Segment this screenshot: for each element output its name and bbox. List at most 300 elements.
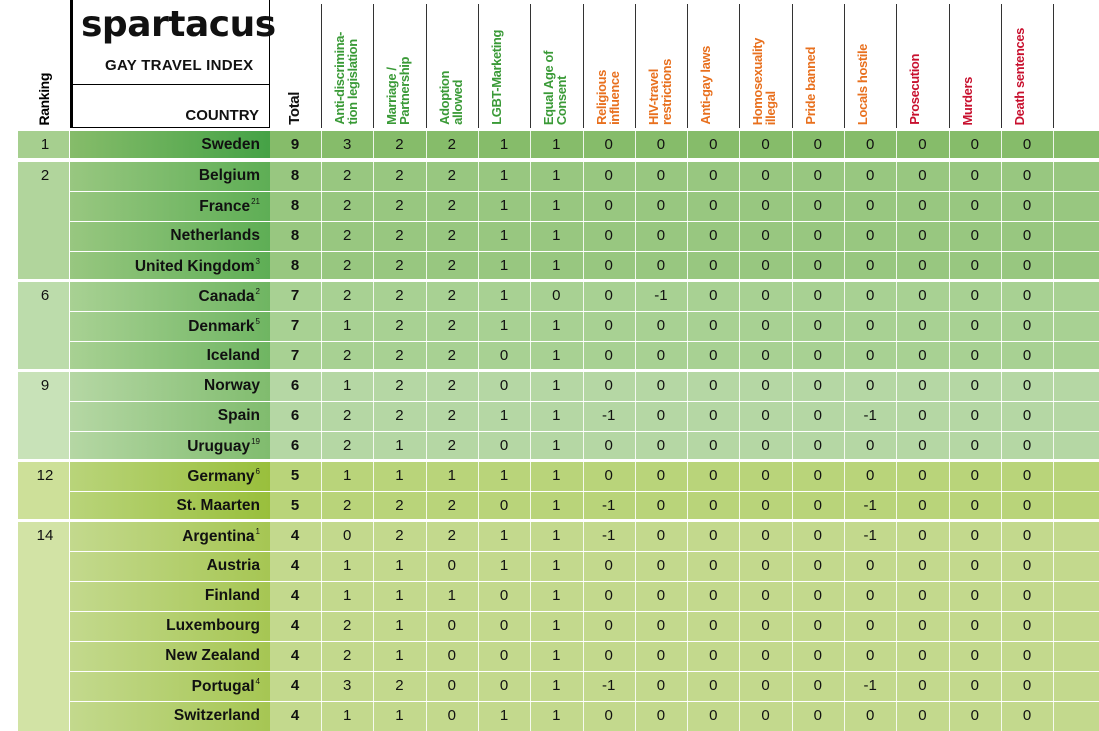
column-divider bbox=[792, 492, 793, 521]
score-value: 2 bbox=[447, 227, 456, 244]
column-divider bbox=[687, 342, 688, 371]
score-value: 0 bbox=[865, 197, 875, 214]
column-divider bbox=[739, 342, 740, 371]
group-separator bbox=[18, 369, 1099, 372]
column-divider bbox=[373, 342, 374, 371]
column-divider bbox=[321, 702, 322, 731]
column-divider bbox=[1001, 552, 1002, 581]
country-label: Norway bbox=[204, 377, 260, 394]
column-divider bbox=[583, 342, 584, 371]
score-value: 1 bbox=[342, 587, 352, 604]
footnote-marker: 5 bbox=[255, 317, 260, 326]
column-divider bbox=[321, 462, 322, 491]
column-divider bbox=[844, 702, 845, 731]
column-divider bbox=[478, 162, 479, 191]
score-value: 0 bbox=[865, 617, 875, 634]
score-value: 1 bbox=[552, 136, 561, 153]
column-divider bbox=[739, 402, 740, 431]
score-value: 0 bbox=[709, 677, 718, 694]
score-value: 0 bbox=[918, 467, 927, 484]
column-divider bbox=[373, 492, 374, 521]
score-value: 0 bbox=[1022, 707, 1032, 724]
score-value: 0 bbox=[604, 377, 613, 394]
column-divider bbox=[1001, 642, 1002, 671]
score-value: 0 bbox=[813, 527, 823, 544]
column-divider bbox=[949, 552, 950, 581]
column-divider bbox=[426, 642, 427, 671]
rank-number: 6 bbox=[40, 287, 50, 304]
score-value: 0 bbox=[918, 167, 927, 184]
column-divider bbox=[530, 162, 531, 191]
score-value: 1 bbox=[552, 317, 561, 334]
column-divider bbox=[478, 522, 479, 551]
column-divider bbox=[583, 312, 584, 341]
column-divider bbox=[1001, 312, 1002, 341]
footnote-marker: 4 bbox=[255, 677, 260, 686]
score-value: 0 bbox=[604, 437, 613, 454]
column-divider bbox=[792, 522, 793, 551]
total-score: 6 bbox=[290, 377, 300, 394]
score-value: 0 bbox=[865, 317, 875, 334]
score-value: 0 bbox=[709, 317, 718, 334]
score-value: 0 bbox=[761, 287, 770, 304]
score-value: 0 bbox=[970, 527, 979, 544]
total-score: 5 bbox=[290, 497, 300, 514]
score-value: 1 bbox=[395, 587, 404, 604]
score-value: -1 bbox=[863, 497, 877, 514]
total-score: 9 bbox=[290, 136, 300, 153]
table-row bbox=[0, 492, 1099, 521]
total-score: 4 bbox=[290, 647, 300, 664]
column-divider bbox=[373, 402, 374, 431]
column-divider bbox=[583, 372, 584, 401]
header-divider bbox=[687, 4, 688, 128]
column-divider bbox=[373, 131, 374, 158]
column-divider bbox=[792, 192, 793, 221]
score-value: 0 bbox=[918, 617, 927, 634]
score-value: 0 bbox=[865, 707, 875, 724]
table-row bbox=[0, 612, 1099, 641]
column-divider bbox=[1001, 492, 1002, 521]
score-value: 2 bbox=[447, 317, 456, 334]
score-value: 0 bbox=[761, 677, 770, 694]
score-value: 0 bbox=[918, 497, 927, 514]
table-row bbox=[0, 342, 1099, 371]
column-divider bbox=[739, 312, 740, 341]
score-value: -1 bbox=[601, 677, 616, 694]
column-divider bbox=[687, 222, 688, 251]
column-divider bbox=[739, 131, 740, 158]
column-divider bbox=[896, 402, 897, 431]
header-divider bbox=[478, 4, 479, 128]
column-divider bbox=[478, 402, 479, 431]
score-value: 0 bbox=[970, 647, 979, 664]
score-value: 0 bbox=[447, 557, 456, 574]
footnote-marker: 6 bbox=[255, 467, 260, 476]
score-value: 0 bbox=[604, 257, 613, 274]
column-divider bbox=[687, 612, 688, 641]
score-value: 0 bbox=[918, 557, 927, 574]
score-value: 2 bbox=[447, 527, 456, 544]
column-divider bbox=[844, 612, 845, 641]
column-divider bbox=[1001, 131, 1002, 158]
score-value: 0 bbox=[656, 707, 666, 724]
column-divider bbox=[321, 222, 322, 251]
score-value: 0 bbox=[813, 197, 823, 214]
score-value: 0 bbox=[970, 257, 979, 274]
column-divider bbox=[1001, 612, 1002, 641]
column-divider bbox=[739, 192, 740, 221]
column-divider bbox=[635, 552, 636, 581]
score-value: 2 bbox=[447, 197, 456, 214]
score-value: 0 bbox=[865, 257, 875, 274]
column-divider bbox=[530, 192, 531, 221]
score-value: 2 bbox=[447, 136, 456, 153]
criteria-header: Murders bbox=[959, 76, 975, 125]
column-divider bbox=[426, 432, 427, 461]
column-divider bbox=[949, 312, 950, 341]
score-value: 0 bbox=[1022, 347, 1032, 364]
score-value: 1 bbox=[447, 587, 456, 604]
score-value: 0 bbox=[1022, 587, 1032, 604]
score-value: 2 bbox=[395, 347, 404, 364]
total-score: 8 bbox=[290, 257, 300, 274]
score-value: 0 bbox=[918, 437, 927, 454]
column-divider bbox=[949, 492, 950, 521]
score-value: 0 bbox=[813, 167, 823, 184]
column-divider bbox=[583, 702, 584, 731]
country-name bbox=[199, 197, 260, 216]
score-value: 0 bbox=[447, 677, 456, 694]
column-divider bbox=[949, 252, 950, 281]
table-row bbox=[0, 642, 1099, 671]
score-value: 0 bbox=[918, 317, 927, 334]
score-value: 1 bbox=[552, 527, 561, 544]
score-value: 0 bbox=[709, 197, 718, 214]
column-divider bbox=[844, 252, 845, 281]
column-divider bbox=[426, 612, 427, 641]
score-value: 0 bbox=[970, 317, 979, 334]
column-divider bbox=[478, 372, 479, 401]
score-value: 0 bbox=[656, 347, 666, 364]
column-divider bbox=[844, 222, 845, 251]
column-divider bbox=[426, 462, 427, 491]
table-row bbox=[0, 162, 1099, 191]
logo-divider bbox=[73, 84, 269, 85]
score-value: 0 bbox=[709, 136, 718, 153]
score-value: -1 bbox=[863, 407, 877, 424]
score-value: 0 bbox=[709, 167, 718, 184]
column-divider bbox=[1001, 222, 1002, 251]
score-value: 0 bbox=[709, 467, 718, 484]
score-value: 0 bbox=[604, 467, 613, 484]
column-divider bbox=[844, 312, 845, 341]
column-divider bbox=[583, 162, 584, 191]
score-value: -1 bbox=[601, 497, 616, 514]
table-row bbox=[0, 372, 1099, 401]
score-value: 0 bbox=[604, 227, 613, 244]
total-score: 4 bbox=[290, 527, 300, 544]
score-value: 0 bbox=[499, 617, 509, 634]
column-divider bbox=[739, 522, 740, 551]
column-divider bbox=[583, 552, 584, 581]
column-divider bbox=[1001, 672, 1002, 701]
country-label: Uruguay bbox=[187, 438, 251, 455]
country-name bbox=[166, 617, 260, 635]
column-divider bbox=[478, 492, 479, 521]
column-divider bbox=[426, 312, 427, 341]
table-row bbox=[0, 462, 1099, 491]
table-row bbox=[0, 282, 1099, 311]
score-value: 0 bbox=[865, 167, 875, 184]
column-divider bbox=[635, 192, 636, 221]
column-divider bbox=[478, 282, 479, 311]
column-divider bbox=[896, 462, 897, 491]
country-label: Luxembourg bbox=[166, 617, 260, 634]
country-name bbox=[199, 167, 260, 185]
criteria-header: LGBT-Marketing bbox=[488, 30, 504, 125]
table-row bbox=[0, 552, 1099, 581]
column-divider bbox=[949, 162, 950, 191]
criteria-header: Homosexuality illegal bbox=[750, 37, 779, 125]
column-divider bbox=[687, 522, 688, 551]
score-value: 3 bbox=[342, 677, 352, 694]
column-divider bbox=[1053, 342, 1054, 371]
country-name bbox=[207, 557, 260, 575]
column-divider bbox=[321, 492, 322, 521]
score-value: 1 bbox=[499, 707, 509, 724]
column-divider bbox=[373, 672, 374, 701]
score-value: 2 bbox=[447, 377, 456, 394]
column-divider bbox=[321, 252, 322, 281]
column-divider bbox=[792, 432, 793, 461]
score-value: 0 bbox=[970, 407, 979, 424]
score-value: 0 bbox=[1022, 407, 1032, 424]
column-divider bbox=[844, 131, 845, 158]
score-value: 1 bbox=[552, 227, 561, 244]
column-divider bbox=[321, 612, 322, 641]
score-value: 0 bbox=[656, 527, 666, 544]
column-divider bbox=[739, 162, 740, 191]
score-value: 0 bbox=[1022, 527, 1032, 544]
column-divider bbox=[530, 552, 531, 581]
criteria-header: Adoption allowed bbox=[436, 71, 465, 125]
score-value: 0 bbox=[709, 497, 718, 514]
score-value: 0 bbox=[604, 136, 613, 153]
score-value: 0 bbox=[1022, 136, 1032, 153]
criteria-header: Religious influence bbox=[593, 70, 622, 125]
score-value: 0 bbox=[761, 617, 770, 634]
column-divider bbox=[792, 252, 793, 281]
score-value: 0 bbox=[761, 467, 770, 484]
country-label: Portugal bbox=[191, 678, 255, 695]
column-divider bbox=[1053, 582, 1054, 611]
score-value: 0 bbox=[656, 617, 666, 634]
column-divider bbox=[1053, 252, 1054, 281]
score-value: 0 bbox=[970, 617, 979, 634]
score-value: 0 bbox=[970, 677, 979, 694]
column-divider bbox=[373, 462, 374, 491]
column-divider bbox=[1001, 282, 1002, 311]
criteria-header: Pride banned bbox=[802, 47, 818, 125]
score-value: 0 bbox=[342, 527, 352, 544]
column-divider bbox=[530, 252, 531, 281]
column-divider bbox=[687, 131, 688, 158]
country-label: Sweden bbox=[201, 136, 260, 153]
column-divider bbox=[1001, 342, 1002, 371]
column-divider bbox=[792, 282, 793, 311]
score-value: 0 bbox=[604, 557, 613, 574]
score-value: 2 bbox=[342, 197, 352, 214]
column-divider bbox=[530, 372, 531, 401]
column-divider bbox=[321, 131, 322, 158]
column-divider bbox=[635, 402, 636, 431]
score-value: 0 bbox=[918, 407, 927, 424]
score-value: 1 bbox=[552, 197, 561, 214]
column-divider bbox=[635, 222, 636, 251]
column-divider bbox=[373, 582, 374, 611]
score-value: 0 bbox=[656, 317, 666, 334]
score-value: 0 bbox=[604, 167, 613, 184]
column-divider bbox=[583, 672, 584, 701]
score-value: 2 bbox=[342, 227, 352, 244]
total-score: 7 bbox=[290, 317, 300, 334]
column-divider bbox=[949, 282, 950, 311]
column-divider bbox=[1053, 642, 1054, 671]
score-value: 0 bbox=[970, 557, 979, 574]
column-divider bbox=[530, 131, 531, 158]
score-value: 0 bbox=[813, 407, 823, 424]
score-value: 0 bbox=[813, 617, 823, 634]
score-value: 2 bbox=[447, 257, 456, 274]
column-divider bbox=[583, 432, 584, 461]
score-value: 1 bbox=[499, 136, 509, 153]
score-value: 1 bbox=[395, 437, 404, 454]
table-row bbox=[0, 582, 1099, 611]
column-divider bbox=[949, 432, 950, 461]
footnote-marker: 2 bbox=[255, 287, 260, 296]
column-divider bbox=[635, 582, 636, 611]
score-value: 3 bbox=[342, 136, 352, 153]
country-label: Austria bbox=[206, 557, 260, 574]
score-value: 2 bbox=[395, 527, 404, 544]
header-divider bbox=[583, 4, 584, 128]
score-value: 1 bbox=[552, 497, 561, 514]
score-value: 0 bbox=[970, 497, 979, 514]
column-divider bbox=[844, 492, 845, 521]
country-label: Iceland bbox=[206, 347, 260, 364]
column-divider bbox=[687, 252, 688, 281]
column-divider bbox=[530, 402, 531, 431]
score-value: 2 bbox=[395, 257, 404, 274]
score-value: 1 bbox=[395, 707, 404, 724]
column-divider bbox=[635, 342, 636, 371]
score-value: 1 bbox=[499, 557, 509, 574]
column-divider bbox=[426, 372, 427, 401]
column-divider bbox=[792, 702, 793, 731]
column-divider bbox=[896, 642, 897, 671]
total-score: 7 bbox=[290, 347, 300, 364]
column-divider bbox=[635, 162, 636, 191]
column-divider bbox=[321, 342, 322, 371]
total-score: 4 bbox=[290, 617, 300, 634]
country-name bbox=[205, 587, 260, 605]
logo-subtitle: GAY TRAVEL INDEX bbox=[105, 57, 254, 74]
score-value: 2 bbox=[342, 407, 352, 424]
score-value: 0 bbox=[761, 497, 770, 514]
score-value: 0 bbox=[970, 437, 979, 454]
score-value: 1 bbox=[499, 467, 509, 484]
score-value: 0 bbox=[656, 257, 666, 274]
score-value: 0 bbox=[499, 677, 509, 694]
score-value: 0 bbox=[918, 197, 927, 214]
score-value: 0 bbox=[656, 497, 666, 514]
column-divider bbox=[687, 462, 688, 491]
score-value: 0 bbox=[709, 587, 718, 604]
column-divider bbox=[687, 492, 688, 521]
score-value: 1 bbox=[552, 407, 561, 424]
column-divider bbox=[321, 192, 322, 221]
score-value: 0 bbox=[656, 167, 666, 184]
score-value: 0 bbox=[656, 587, 666, 604]
column-divider bbox=[530, 462, 531, 491]
column-divider bbox=[321, 582, 322, 611]
score-value: 1 bbox=[499, 317, 509, 334]
score-value: 2 bbox=[342, 257, 352, 274]
criteria-header: Anti-discrimina- tion legislation bbox=[332, 32, 360, 125]
column-divider bbox=[426, 672, 427, 701]
criteria-header: Prosecution bbox=[907, 54, 923, 125]
score-value: 0 bbox=[865, 287, 875, 304]
score-value: 0 bbox=[761, 257, 770, 274]
column-divider bbox=[687, 552, 688, 581]
column-divider bbox=[1053, 402, 1054, 431]
column-divider bbox=[896, 672, 897, 701]
column-divider bbox=[687, 642, 688, 671]
country-label: France bbox=[199, 198, 251, 215]
score-value: 0 bbox=[813, 377, 823, 394]
score-value: 0 bbox=[761, 587, 770, 604]
country-name bbox=[182, 527, 260, 546]
column-divider bbox=[949, 612, 950, 641]
score-value: 0 bbox=[918, 287, 927, 304]
score-value: 1 bbox=[499, 257, 509, 274]
column-divider bbox=[373, 222, 374, 251]
score-value: 0 bbox=[761, 557, 770, 574]
column-divider bbox=[792, 222, 793, 251]
criteria-header: Equal Age of Consent bbox=[541, 50, 570, 125]
score-value: 0 bbox=[604, 317, 613, 334]
score-value: 2 bbox=[447, 437, 456, 454]
criteria-header: Marriage / Partnership bbox=[384, 57, 413, 125]
column-divider bbox=[583, 252, 584, 281]
total-score: 4 bbox=[290, 587, 300, 604]
footnote-marker: 19 bbox=[251, 437, 260, 446]
column-divider bbox=[1001, 462, 1002, 491]
column-divider bbox=[583, 282, 584, 311]
score-value: 2 bbox=[395, 136, 404, 153]
column-divider bbox=[530, 492, 531, 521]
rank-number: 9 bbox=[40, 377, 50, 394]
score-value: 0 bbox=[604, 287, 613, 304]
score-value: 1 bbox=[552, 617, 561, 634]
column-divider bbox=[530, 612, 531, 641]
score-value: 0 bbox=[813, 497, 823, 514]
score-value: 1 bbox=[342, 377, 352, 394]
score-value: 0 bbox=[865, 136, 875, 153]
column-divider bbox=[478, 222, 479, 251]
score-value: 1 bbox=[499, 287, 509, 304]
